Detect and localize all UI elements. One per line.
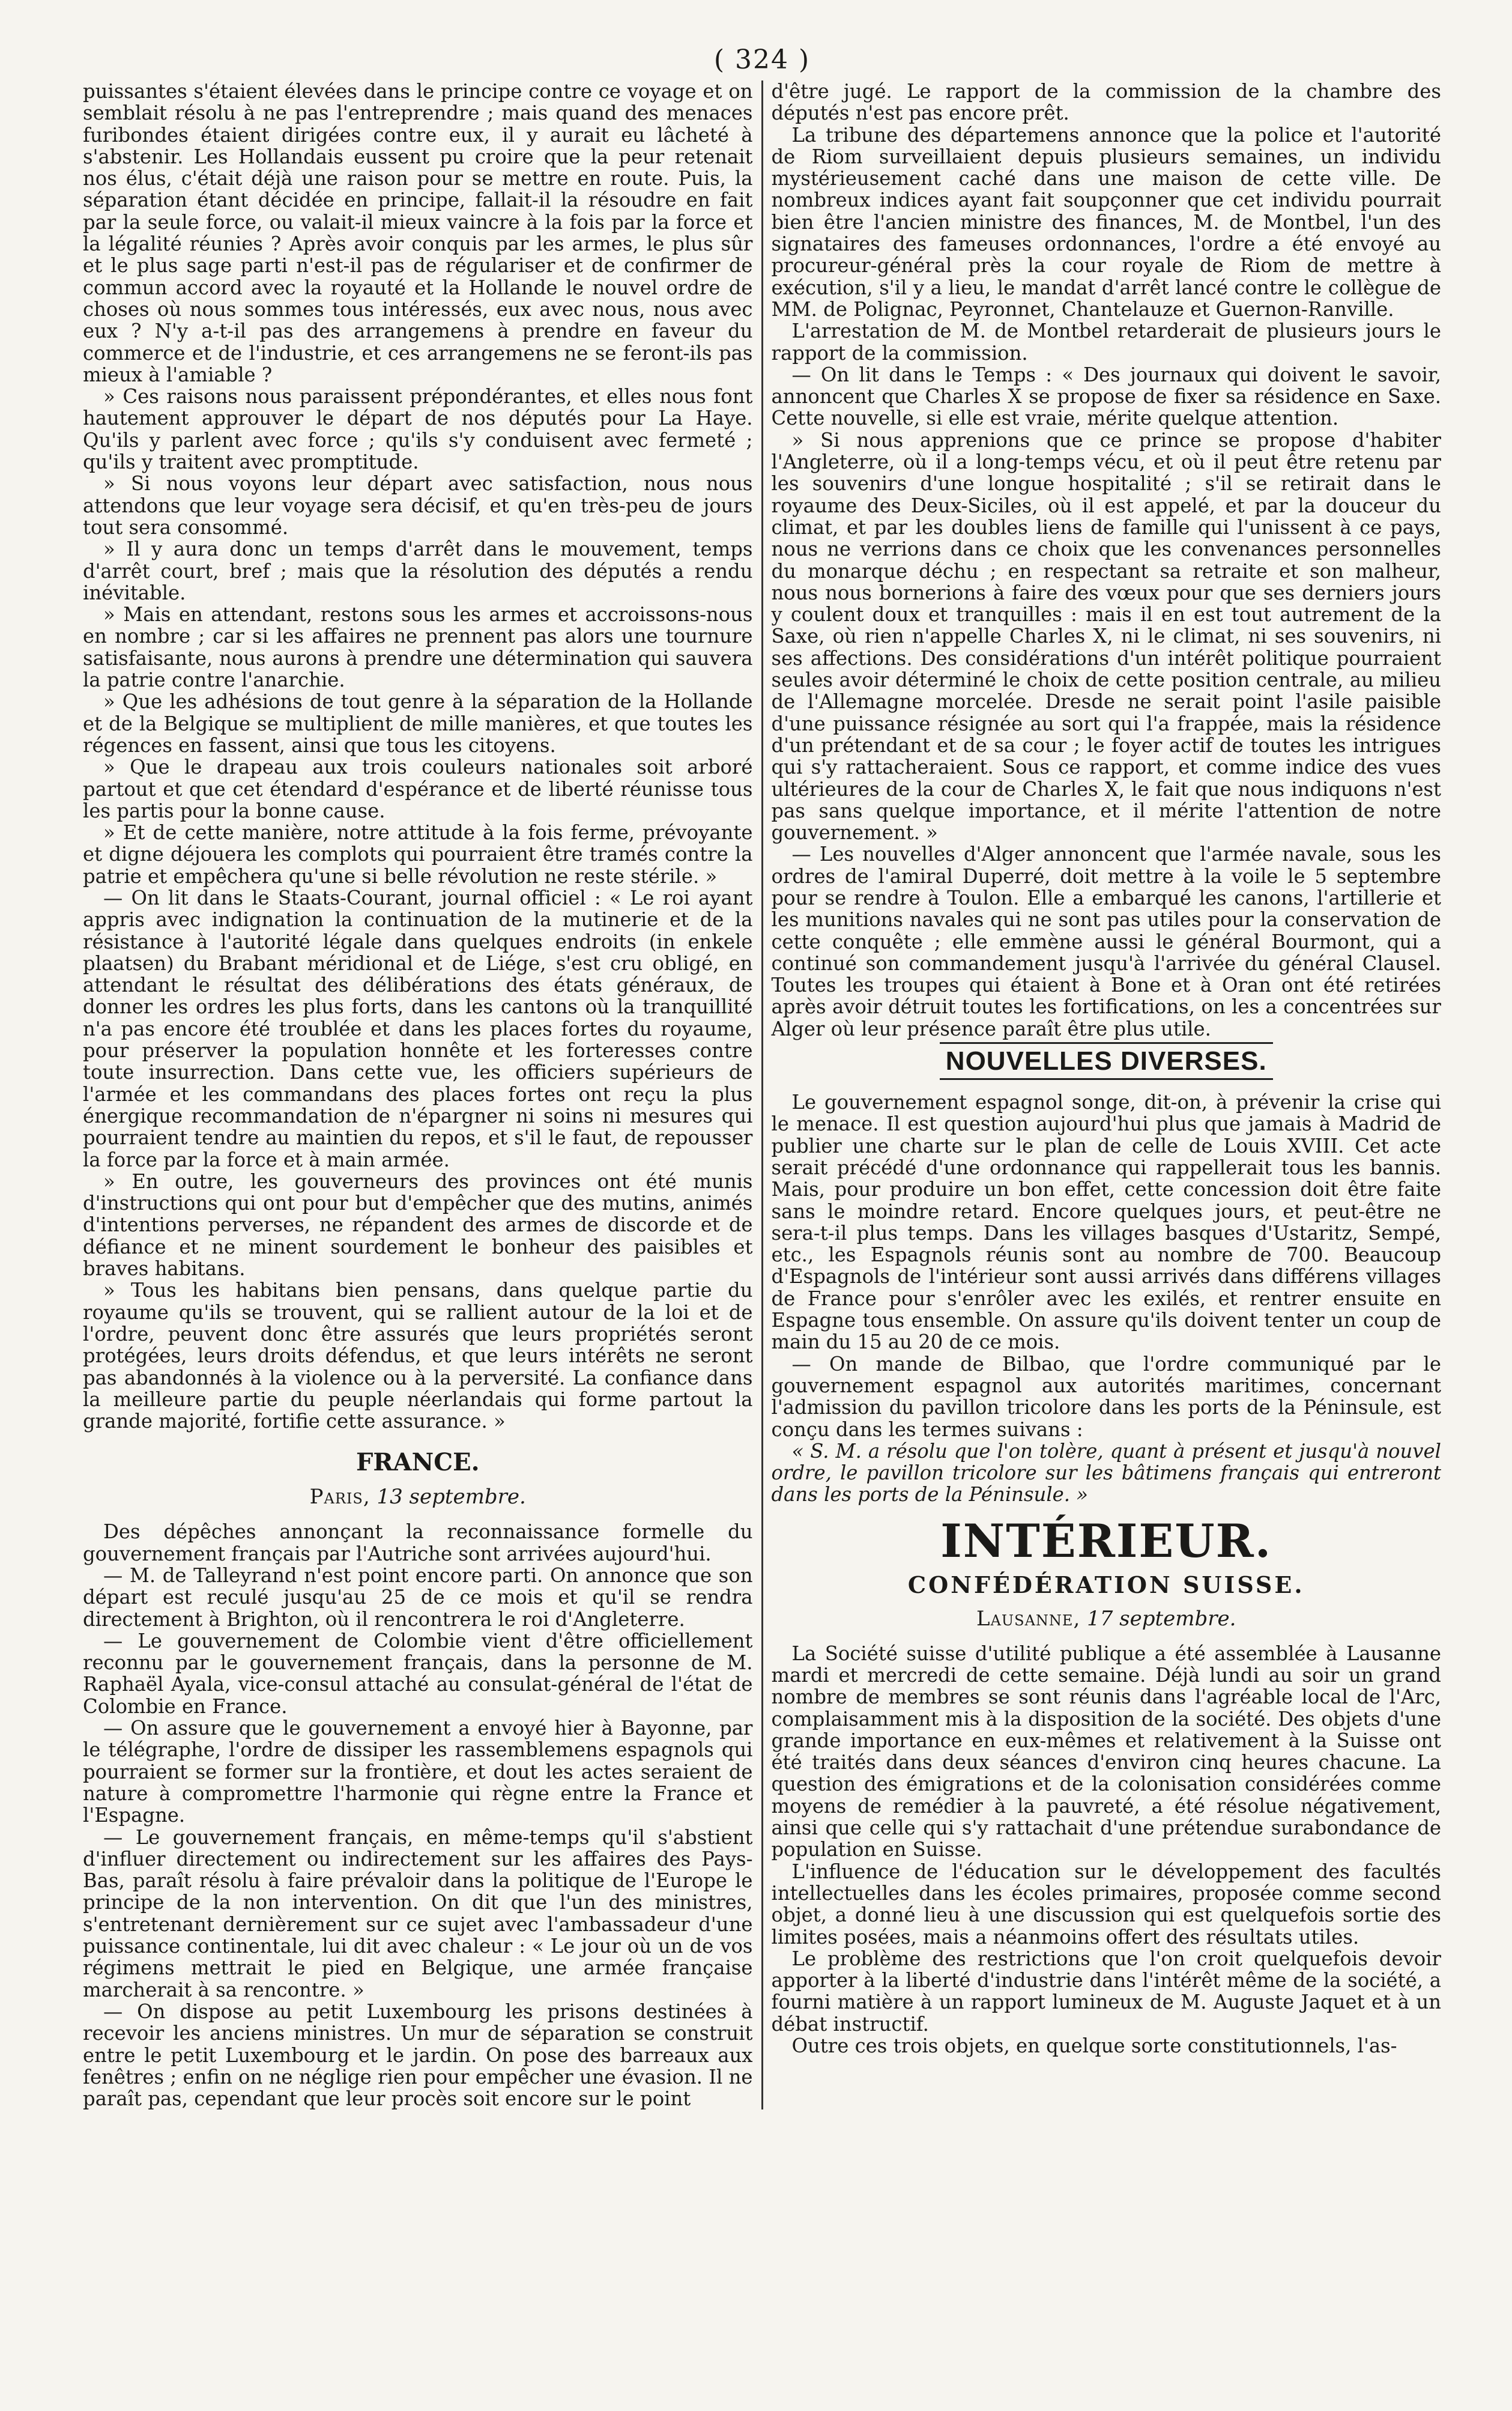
france-heading: FRANCE. xyxy=(356,1448,480,1477)
nouvelles-diverses-heading xyxy=(772,1046,1442,1077)
paragraph: » En outre, les gouverneurs des provinces ont été munis d'instructions qui ont pour but d'empêcher que des mutins, animés d'intentions perverses, ne répandent des armes de discorde et de défiance et ne minent sourdement le bonheur des paisibles et braves habitans. xyxy=(83,1169,753,1281)
right-column xyxy=(772,80,1442,2109)
paragraph: — On assure que le gouvernement a envoyé hier à Bayonne, par le télégraphe, l'ordre de dissiper les rassemblemens espagnols qui pourraient se former sur la frontière, et dout les actes seraient de nature à compromettre l'harmonie qui règne entre la France et l'Espagne. xyxy=(83,1717,753,1827)
paragraph: — On dispose au petit Luxembourg les prisons destinées à recevoir les anciens ministres. Un mur de séparation se construit entre le petit Luxembourg et le jardin. On pose des barreaux aux fenêtres ; enfin on ne néglige rien pour empêcher une évasion. Il ne paraît pas, cependant que leur procès soit encore sur le point xyxy=(83,2000,753,2111)
paragraph: » Si nous voyons leur départ avec satisfaction, nous nous attendons que leur voyage sera décisif, et qu'en très-peu de jours tout sera consommé. xyxy=(83,472,753,539)
heading-text: NOUVELLES DIVERSES. xyxy=(940,1042,1273,1080)
confederation-suisse-heading: CONFÉDÉRATION SUISSE. xyxy=(907,1571,1305,1598)
lausanne-dateline xyxy=(772,1606,1442,1632)
left-column xyxy=(83,80,753,2109)
paragraph: L'influence de l'éducation sur le développement des facultés intellectuelles dans les écoles primaires, proposée comme second objet, a donné lieu à une discussion qui est quelquefois sortie des limites posées, mais a néanmoins offert des résultats utiles. xyxy=(771,1860,1441,1949)
paragraph: — Les nouvelles d'Alger annoncent que l'armée navale, sous les ordres de l'amiral Duperré, doit mettre à la voile le 5 septembre pour se rendre à Toulon. Elle a embarqué les canons, l'artillerie et les munitions navales qui ne sont pas utiles pour la conservation de cette conquête ; elle emmène aussi le général Bourmont, qui a continué son commandement jusqu'à l'arrivée du général Clausel. Toutes les troupes qui étaient à Bone et à Oran ont été retirées après avoir détruit toutes les fortifications, on les a concentrées sur Alger où leur présence paraît être plus utile. xyxy=(771,843,1441,1040)
paragraph: — On lit dans le Staats-Courant, journal officiel : « Le roi ayant appris avec indignation la continuation de la mutinerie et de la résistance à l'autorité légale dans quelques endroits (in enkele plaatsen) du Brabant méridional et de Liége, s'est cru obligé, en attendant le résultat des délibérations des états généraux, de donner les ordres les plus forts, dans les cantons où la tranquillité n'a pas encore été troublée et dans les places fortes du royaume, pour préserver la population honnête et les forteresses contre toute insurrection. Dans cette vue, les officiers supérieurs de l'armée et les commandans des places fortes ont reçu la plus énergique recommandation de n'épargner ni soins ni mesures qui pourraient tendre au maintien du repos, et s'il le faut, de repousser la force par la force et à main armée. xyxy=(83,886,753,1171)
dateline-city: Lausanne, xyxy=(976,1606,1081,1631)
paragraph: Des dépêches annonçant la reconnaissance formelle du gouvernement français par l'Autriche sont arrivées aujourd'hui. xyxy=(83,1520,753,1565)
paragraph: » Il y aura donc un temps d'arrêt dans le mouvement, temps d'arrêt court, bref ; mais que la résolution des députés a rendu inévitable. xyxy=(83,538,753,604)
paragraph: Le problème des restrictions que l'on croit quelquefois devoir apporter à la liberté d'industrie dans l'intérêt même de la société, a fourni matière à un rapport lumineux de M. Auguste Jaquet et à un débat instructif. xyxy=(771,1947,1441,2036)
quote-paragraph: « S. M. a résolu que l'on tolère, quant à présent et jusqu'à nouvel ordre, le pavillon tricolore sur les bâtimens français qui entreront dans les ports de la Péninsule. » xyxy=(771,1439,1441,1506)
dateline-date: 13 septembre. xyxy=(376,1485,526,1509)
paragraph: d'être jugé. Le rapport de la commission de la chambre des députés n'est pas encore prêt. xyxy=(771,80,1441,125)
paragraph: — On mande de Bilbao, que l'ordre communiqué par le gouvernement espagnol aux autorités maritimes, concernant l'admission du pavillon tricolore dans les ports de la Péninsule, est conçu dans les termes suivans : xyxy=(771,1352,1441,1441)
dateline-date: 17 septembre. xyxy=(1087,1606,1236,1631)
paragraph: » Tous les habitans bien pensans, dans quelque partie du royaume qu'ils se trouvent, qui se rallient autour de la loi et de l'ordre, peuvent donc être assurés que leurs propriétés seront protégées, leurs droits défendus, et que leurs intérêts ne seront pas abandonnés à la violence ou à la perversité. La confiance dans la meilleure partie du peuple néerlandais qui forme partout la grande majorité, fortifie cette assurance. » xyxy=(83,1279,753,1433)
paragraph: La Société suisse d'utilité publique a été assemblée à Lausanne mardi et mercredi de cette semaine. Déjà lundi au soir un grand nombre de membres se sont réunis dans l'agréable local de l'Arc, complaisamment mis à la disposition de la société. Des objets d'une grande importance en eux-mêmes et relativement à la Suisse ont été traités dans deux séances d'environ cinq heures chacune. La question des émigrations et de la colonisation considérées comme moyens de remédier à la pauvreté, a été résolue négativement, ainsi que celle qui s'y rattachait d'une prétendue surabondance de population en Suisse. xyxy=(771,1642,1441,1861)
dateline-city: Paris, xyxy=(309,1485,370,1509)
columns xyxy=(83,80,1441,2109)
paragraph: puissantes s'étaient élevées dans le principe contre ce voyage et on semblait résolu à ne pas l'entreprendre ; mais quand des menaces furibondes étaient dirigées contre eux, il y aurait eu lâcheté à s'abstenir. Les Hollandais eussent pu croire que la peur retenait nos élus, c'était déjà une raison pour se mettre en route. Puis, la séparation étant décidée en principe, fallait-il la résoudre en fait par la seule force, ou valait-il mieux vaincre à la fois par la force et la légalité réunies ? Après avoir conquis par les armes, le plus sûr et le plus sage parti n'est-il pas de régulariser et de confirmer de commun accord avec la royauté et la Hollande le nouvel ordre de choses où nous sommes tous intéressés, eux avec nous, nous avec eux ? N'y a-t-il pas des arrangemens à prendre en faveur du commerce et de l'industrie, et ces arrangemens ne se feront-ils pas mieux à l'amiable ? xyxy=(83,80,753,386)
page-number: ( 324 ) xyxy=(713,44,811,75)
paragraph: L'arrestation de M. de Montbel retarderait de plusieurs jours le rapport de la commission. xyxy=(771,320,1441,365)
interieur-heading: INTÉRIEUR. xyxy=(940,1514,1272,1568)
paragraph: » Ces raisons nous paraissent prépondérantes, et elles nous font hautement approuver le départ de nos députés pour La Haye. Qu'ils y parlent avec force ; qu'ils s'y conduisent avec fermeté ; qu'ils y traitent avec promptitude. xyxy=(83,385,753,474)
paris-dateline xyxy=(83,1484,753,1510)
paragraph: » Et de cette manière, notre attitude à la fois ferme, prévoyante et digne déjouera les complots qui pourraient être tramés contre la patrie et empêchera qu'une si belle révolution ne reste stérile. » xyxy=(83,821,753,888)
paragraph: » Que les adhésions de tout genre à la séparation de la Hollande et de la Belgique se multiplient de mille manières, et que toutes les régences en fassent, ainsi que tous les citoyens. xyxy=(83,690,753,757)
paragraph: » Mais en attendant, restons sous les armes et accroissons-nous en nombre ; car si les affaires ne prennent pas alors une tournure satisfaisante, nous aurons à prendre une détermination qui sauvera la patrie contre l'anarchie. xyxy=(83,603,753,692)
paragraph: La tribune des départemens annonce que la police et l'autorité de Riom surveillaient depuis plusieurs semaines, un individu mystérieusement caché dans une maison de cette ville. De nombreux indices ayant fait soupçonner que cet individu pourrait bien être l'ancien ministre des finances, M. de Montbel, l'un des signataires des fameuses ordonnances, l'ordre a été envoyé au procureur-général près la cour royale de Riom de mettre à exécution, s'il y a lieu, le mandat d'arrêt lancé contre le collègue de MM. de Polignac, Peyronnet, Chantelauze et Guernon-Ranville. xyxy=(771,123,1441,321)
paragraph: — M. de Talleyrand n'est point encore parti. On annonce que son départ est reculé jusqu'au 25 de ce mois et qu'il se rendra directement à Brighton, où il rencontrera le roi d'Angleterre. xyxy=(83,1564,753,1631)
paragraph: Le gouvernement espagnol songe, dit-on, à prévenir la crise qui le menace. Il est question aujourd'hui plus que jamais à Madrid de publier une charte sur le plan de celle de Louis XVIII. Cet acte serait précédé d'une ordonnance qui rappellerait tous les bannis. Mais, pour produire un bon effet, cette concession doit être faite sans le moindre retard. Encore quelques jours, et peut-être ne sera-t-il plus temps. Dans les villages basques d'Ustaritz, Sempé, etc., les Espagnols réunis sont au nombre de 700. Beaucoup d'Espagnols de l'intérieur sont aussi arrivés dans différens villages de France pour s'enrôler avec les exilés, et rentrer ensuite en Espagne tous ensemble. On assure qu'ils doivent tenter un coup de main du 15 au 20 de ce mois. xyxy=(771,1091,1441,1354)
paragraph: — Le gouvernement de Colombie vient d'être officiellement reconnu par le gouvernement français, dans la personne de M. Raphaël Ayala, vice-consul attaché au consulat-général de l'état de Colombie en France. xyxy=(83,1629,753,1718)
paragraph: » Que le drapeau aux trois couleurs nationales soit arboré partout et que cet étendard d'espérance et de liberté réunisse tous les partis pour la bonne cause. xyxy=(83,756,753,822)
paragraph: — Le gouvernement français, en même-temps qu'il s'abstient d'influer directement ou indirectement sur les affaires des Pays-Bas, paraît résolu à faire prévaloir dans la politique de l'Europe le principe de la non intervention. On dit que l'un des ministres, s'entretenant dernièrement sur ce sujet avec l'ambassadeur d'une puissance continentale, lui dit avec chaleur : « Le jour où un de vos régimens mettrait le pied en Belgique, une armée française marcherait à sa rencontre. » xyxy=(83,1825,753,2001)
paragraph: » Si nous apprenions que ce prince se propose d'habiter l'Angleterre, où il a long-temps vécu, et où il peut être retenu par les souvenirs d'une longue hospitalité ; s'il se retirait dans le royaume des Deux-Siciles, où il est appelé, et par la douceur du climat, et par les doubles liens de famille qui l'unissent à ce pays, nous ne verrions dans ce choix que les convenances personnelles du monarque déchu ; en respectant sa retraite et son malheur, nous nous bornerions à faire des vœux pour que ses derniers jours y coulent doux et tranquilles : mais il en est tout autrement de la Saxe, où rien n'appelle Charles X, ni le climat, ni ses souvenirs, ni ses affections. Des considérations d'un intérêt politique pourraient seules avoir déterminé le choix de cette position centrale, au milieu de l'Allemagne morcelée. Dresde ne serait point l'asile paisible d'une puissance résignée au sort qui l'a frappée, mais la résidence d'un prétendant et de sa cour ; le foyer actif de toutes les intrigues qui s'y rattacheraient. Sous ce rapport, et comme indice des vues ultérieures de la cour de Charles X, le fait que nous indiquons n'est pas sans quelque importance, et il mérite l'attention de notre gouvernement. » xyxy=(771,428,1441,845)
paragraph: Outre ces trois objets, en quelque sorte constitutionnels, l'as- xyxy=(791,2034,1397,2058)
paragraph: — On lit dans le Temps : « Des journaux qui doivent le savoir, annoncent que Charles X se propose de fixer sa résidence en Saxe. Cette nouvelle, si elle est vraie, mérite quelque attention. xyxy=(771,363,1441,430)
column-divider xyxy=(761,80,763,2109)
